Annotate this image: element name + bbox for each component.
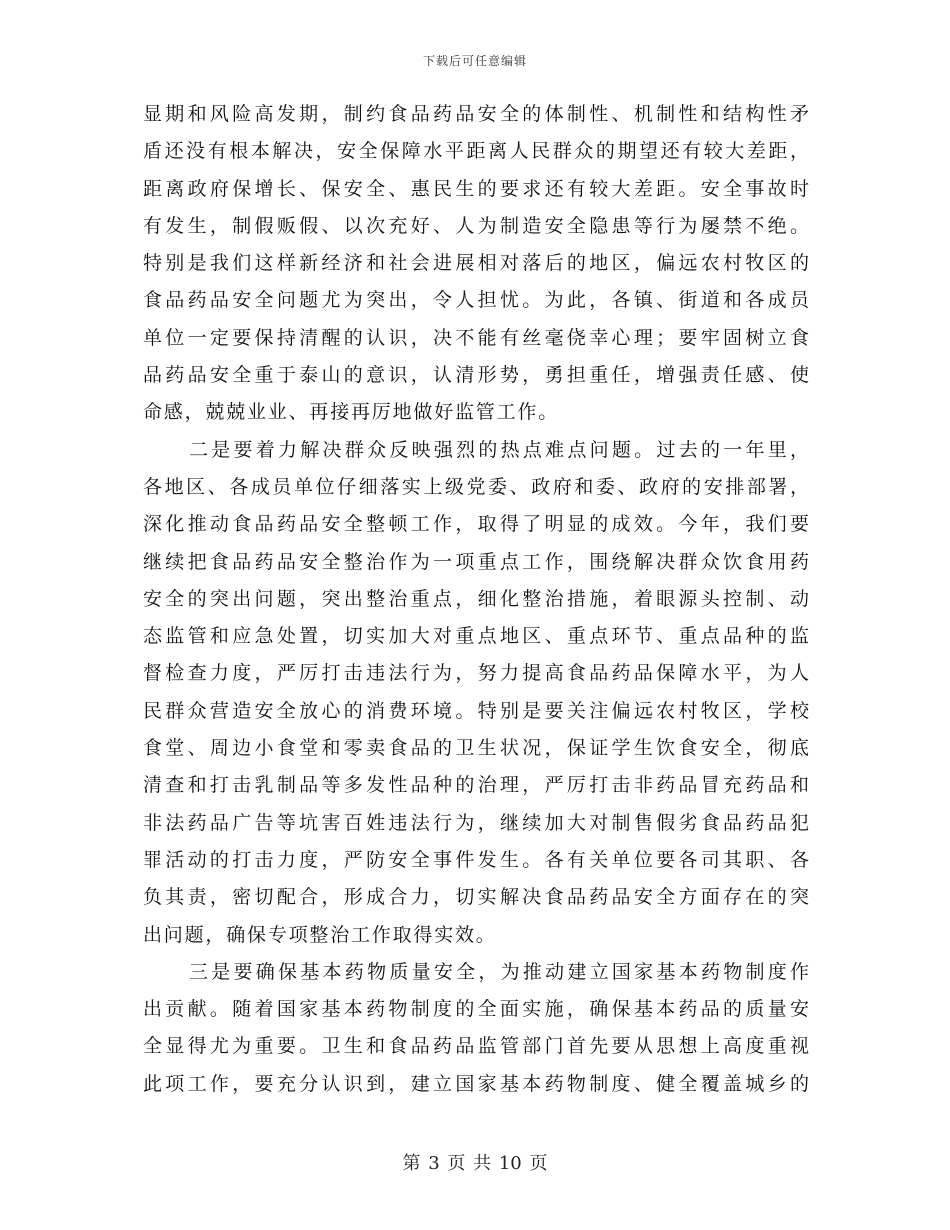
text-line: 距离政府保增长、保安全、惠民生的要求还有较大差距。安全事故时: [143, 177, 809, 200]
text-line: 此项工作，要充分认识到，建立国家基本药物制度、健全覆盖城乡的: [143, 1072, 809, 1095]
text-line: 态监管和应急处置，切实加大对重点地区、重点环节、重点品种的监: [143, 625, 809, 648]
text-line: 食堂、周边小食堂和零卖食品的卫生状况，保证学生饮食安全，彻底: [143, 737, 809, 760]
text-line: 督检查力度，严厉打击违法行为，努力提高食品药品保障水平，为人: [143, 662, 809, 685]
text-line: 出问题，确保专项整治工作取得实效。: [143, 923, 497, 946]
text-line: 食品药品安全问题尤为突出，令人担忧。为此，各镇、街道和各成员: [143, 289, 809, 312]
text-line: 安全的突出问题，突出整治重点，细化整治措施，着眼源头控制、动: [143, 587, 809, 610]
text-line: 清查和打击乳制品等多发性品种的治理，严厉打击非药品冒充药品和: [143, 774, 809, 797]
text-line: 盾还没有根本解决，安全保障水平距离人民群众的期望还有较大差距，: [143, 140, 809, 163]
paragraph-first-line: 三是要确保基本药物质量安全，为推动建立国家基本药物制度作: [189, 960, 809, 983]
text-line: 继续把食品药品安全整治作为一项重点工作，围绕解决群众饮食用药: [143, 550, 809, 573]
text-line: 显期和风险高发期，制约食品药品安全的体制性、机制性和结构性矛: [143, 103, 809, 125]
paragraph-first-line: 二是要着力解决群众反映强烈的热点难点问题。过去的一年里，: [189, 438, 809, 461]
page-footer: 第 3 页 共 10 页: [402, 1153, 548, 1174]
text-line: 民群众营造安全放心的消费环境。特别是要关注偏远农村牧区，学校: [143, 699, 809, 722]
text-line: 特别是我们这样新经济和社会进展相对落后的地区，偏远农村牧区的: [143, 252, 809, 275]
text-line: 深化推动食品药品安全整顿工作，取得了明显的成效。今年，我们要: [143, 513, 809, 536]
text-line: 罪活动的打击力度，严防安全事件发生。各有关单位要各司其职、各: [143, 848, 809, 871]
text-line: 单位一定要保持清醒的认识，决不能有丝毫侥幸心理；要牢固树立食: [143, 326, 809, 349]
text-line: 负其责，密切配合，形成合力，切实解决食品药品安全方面存在的突: [143, 886, 809, 909]
text-line: 非法药品广告等坑害百姓违法行为，继续加大对制售假劣食品药品犯: [143, 811, 809, 834]
page-header: 下载后可任意编辑: [422, 54, 527, 68]
text-line: 全显得尤为重要。卫生和食品药品监管部门首先要从思想上高度重视: [143, 1035, 809, 1058]
text-line: 出贡献。随着国家基本药物制度的全面实施，确保基本药品的质量安: [143, 998, 809, 1021]
document-body: [143, 96, 809, 1103]
text-line: 品药品安全重于泰山的意识，认清形势，勇担重任，增强责任感、使: [143, 364, 809, 387]
text-line: 各地区、各成员单位仔细落实上级党委、政府和委、政府的安排部署，: [143, 475, 809, 498]
text-line: 命感，兢兢业业、再接再厉地做好监管工作。: [143, 401, 560, 424]
text-line: 有发生，制假贩假、以次充好、人为制造安全隐患等行为屡禁不绝。: [143, 214, 809, 237]
